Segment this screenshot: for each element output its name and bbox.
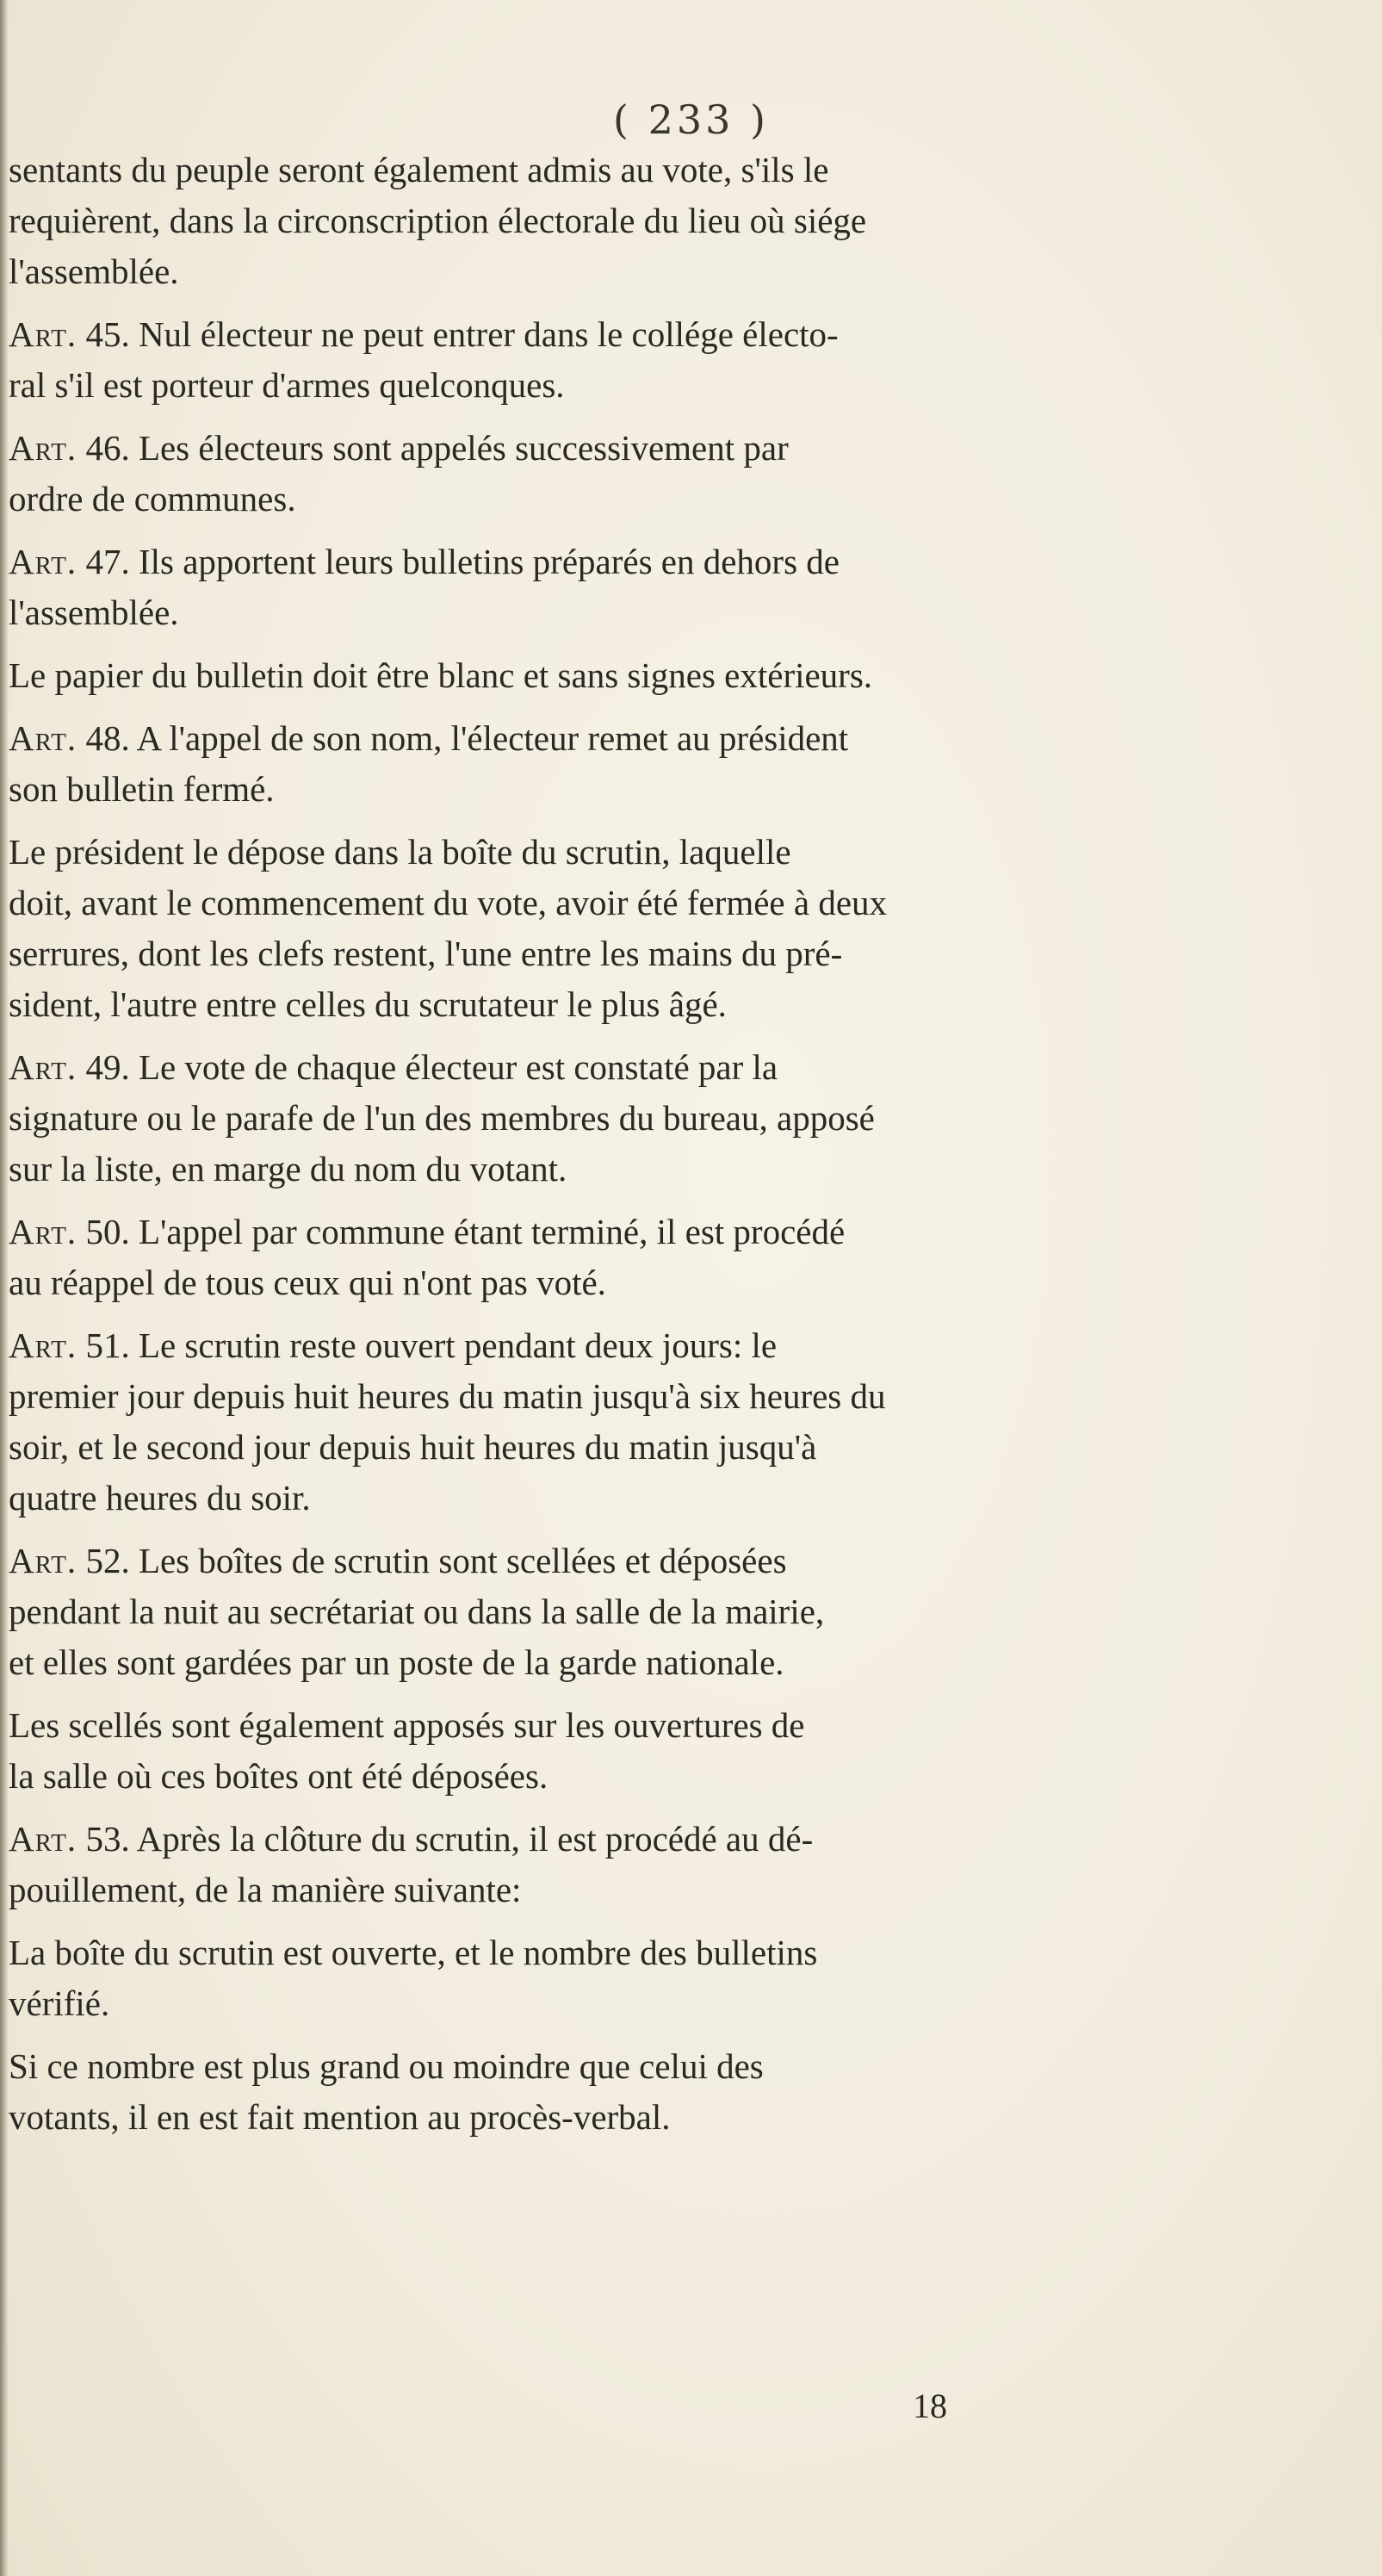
paragraph-ballot-box <box>9 827 1253 1030</box>
paragraph-art50 <box>9 1207 1253 1308</box>
paragraph-art49 <box>9 1042 1253 1195</box>
text-line: ordre de communes. <box>9 479 296 518</box>
paragraph-count-mismatch <box>9 2041 1253 2143</box>
text-line: Les scellés sont également apposés sur les ouvertures de <box>9 1705 805 1745</box>
text-line: sident, l'autre entre celles du scrutateur le plus âgé. <box>9 984 727 1024</box>
text-line: au réappel de tous ceux qui n'ont pas voté. <box>9 1263 606 1302</box>
text-line: Le papier du bulletin doit être blanc et sans signes extérieurs. <box>9 655 873 695</box>
text-line: sur la liste, en marge du nom du votant. <box>9 1149 567 1189</box>
paragraph-seals <box>9 1700 1253 1802</box>
page-gutter-shadow <box>0 0 9 2576</box>
text-line: Art. 49. Le vote de chaque électeur est constaté par la <box>9 1047 778 1087</box>
text-line: Art. 50. L'appel par commune étant terminé, il est procédé <box>9 1212 846 1251</box>
text-line: Art. 47. Ils apportent leurs bulletins préparés en dehors de <box>9 542 840 581</box>
text-line: Art. 45. Nul électeur ne peut entrer dans le collége électo- <box>9 314 839 354</box>
text-line: vérifié. <box>9 1983 110 2023</box>
text-line: premier jour depuis huit heures du matin jusqu'à six heures du <box>9 1376 886 1416</box>
paragraph-ballot-paper <box>9 650 1253 701</box>
text-line: signature ou le parafe de l'un des membres du bureau, apposé <box>9 1098 875 1138</box>
text-line: pendant la nuit au secrétariat ou dans la salle de la mairie, <box>9 1592 825 1631</box>
text-line: Si ce nombre est plus grand ou moindre que celui des <box>9 2046 764 2086</box>
text-line: Art. 51. Le scrutin reste ouvert pendant deux jours: le <box>9 1325 778 1365</box>
text-line: pouillement, de la manière suivante: <box>9 1870 522 1909</box>
signature-mark: 18 <box>913 2387 947 2425</box>
text-line: soir, et le second jour depuis huit heures du matin jusqu'à <box>9 1427 817 1467</box>
text-line: l'assemblée. <box>9 251 179 291</box>
text-line: la salle où ces boîtes ont été déposées. <box>9 1756 548 1796</box>
text-line: Art. 53. Après la clôture du scrutin, il est procédé au dé- <box>9 1819 814 1859</box>
paragraph-art48 <box>9 713 1253 815</box>
paragraph-art46 <box>9 423 1253 525</box>
text-line: serrures, dont les clefs restent, l'une entre les mains du pré- <box>9 934 843 973</box>
text-line: et elles sont gardées par un poste de la garde nationale. <box>9 1642 784 1682</box>
text-line: quatre heures du soir. <box>9 1478 311 1518</box>
text-line: Art. 52. Les boîtes de scrutin sont scellées et déposées <box>9 1541 787 1580</box>
text-line: l'assemblée. <box>9 593 179 632</box>
text-line: ral s'il est porteur d'armes quelconques. <box>9 365 565 405</box>
text-line: Art. 46. Les électeurs sont appelés successivement par <box>9 428 789 468</box>
text-line: doit, avant le commencement du vote, avoir été fermée à deux <box>9 883 888 922</box>
text-line: requièrent, dans la circonscription électorale du lieu où siége <box>9 201 867 240</box>
paragraph-art53 <box>9 1814 1253 1915</box>
page-number: ( 233 ) <box>613 96 769 143</box>
text-line: Art. 48. A l'appel de son nom, l'électeur remet au président <box>9 718 849 758</box>
text-line: Le président le dépose dans la boîte du scrutin, laquelle <box>9 832 791 872</box>
page-body-text <box>9 145 1253 2155</box>
paragraph-art51 <box>9 1320 1253 1524</box>
paragraph-art52 <box>9 1536 1253 1688</box>
text-line: votants, il en est fait mention au procès-verbal. <box>9 2097 671 2137</box>
text-line: La boîte du scrutin est ouverte, et le nombre des bulletins <box>9 1933 818 1972</box>
text-line: sentants du peuple seront également admis au vote, s'ils le <box>9 150 829 189</box>
paragraph-box-opened <box>9 1927 1253 2029</box>
paragraph-art47 <box>9 537 1253 638</box>
text-line: son bulletin fermé. <box>9 769 275 809</box>
paragraph-art45 <box>9 309 1253 411</box>
paragraph-art44-continuation <box>9 145 1253 297</box>
